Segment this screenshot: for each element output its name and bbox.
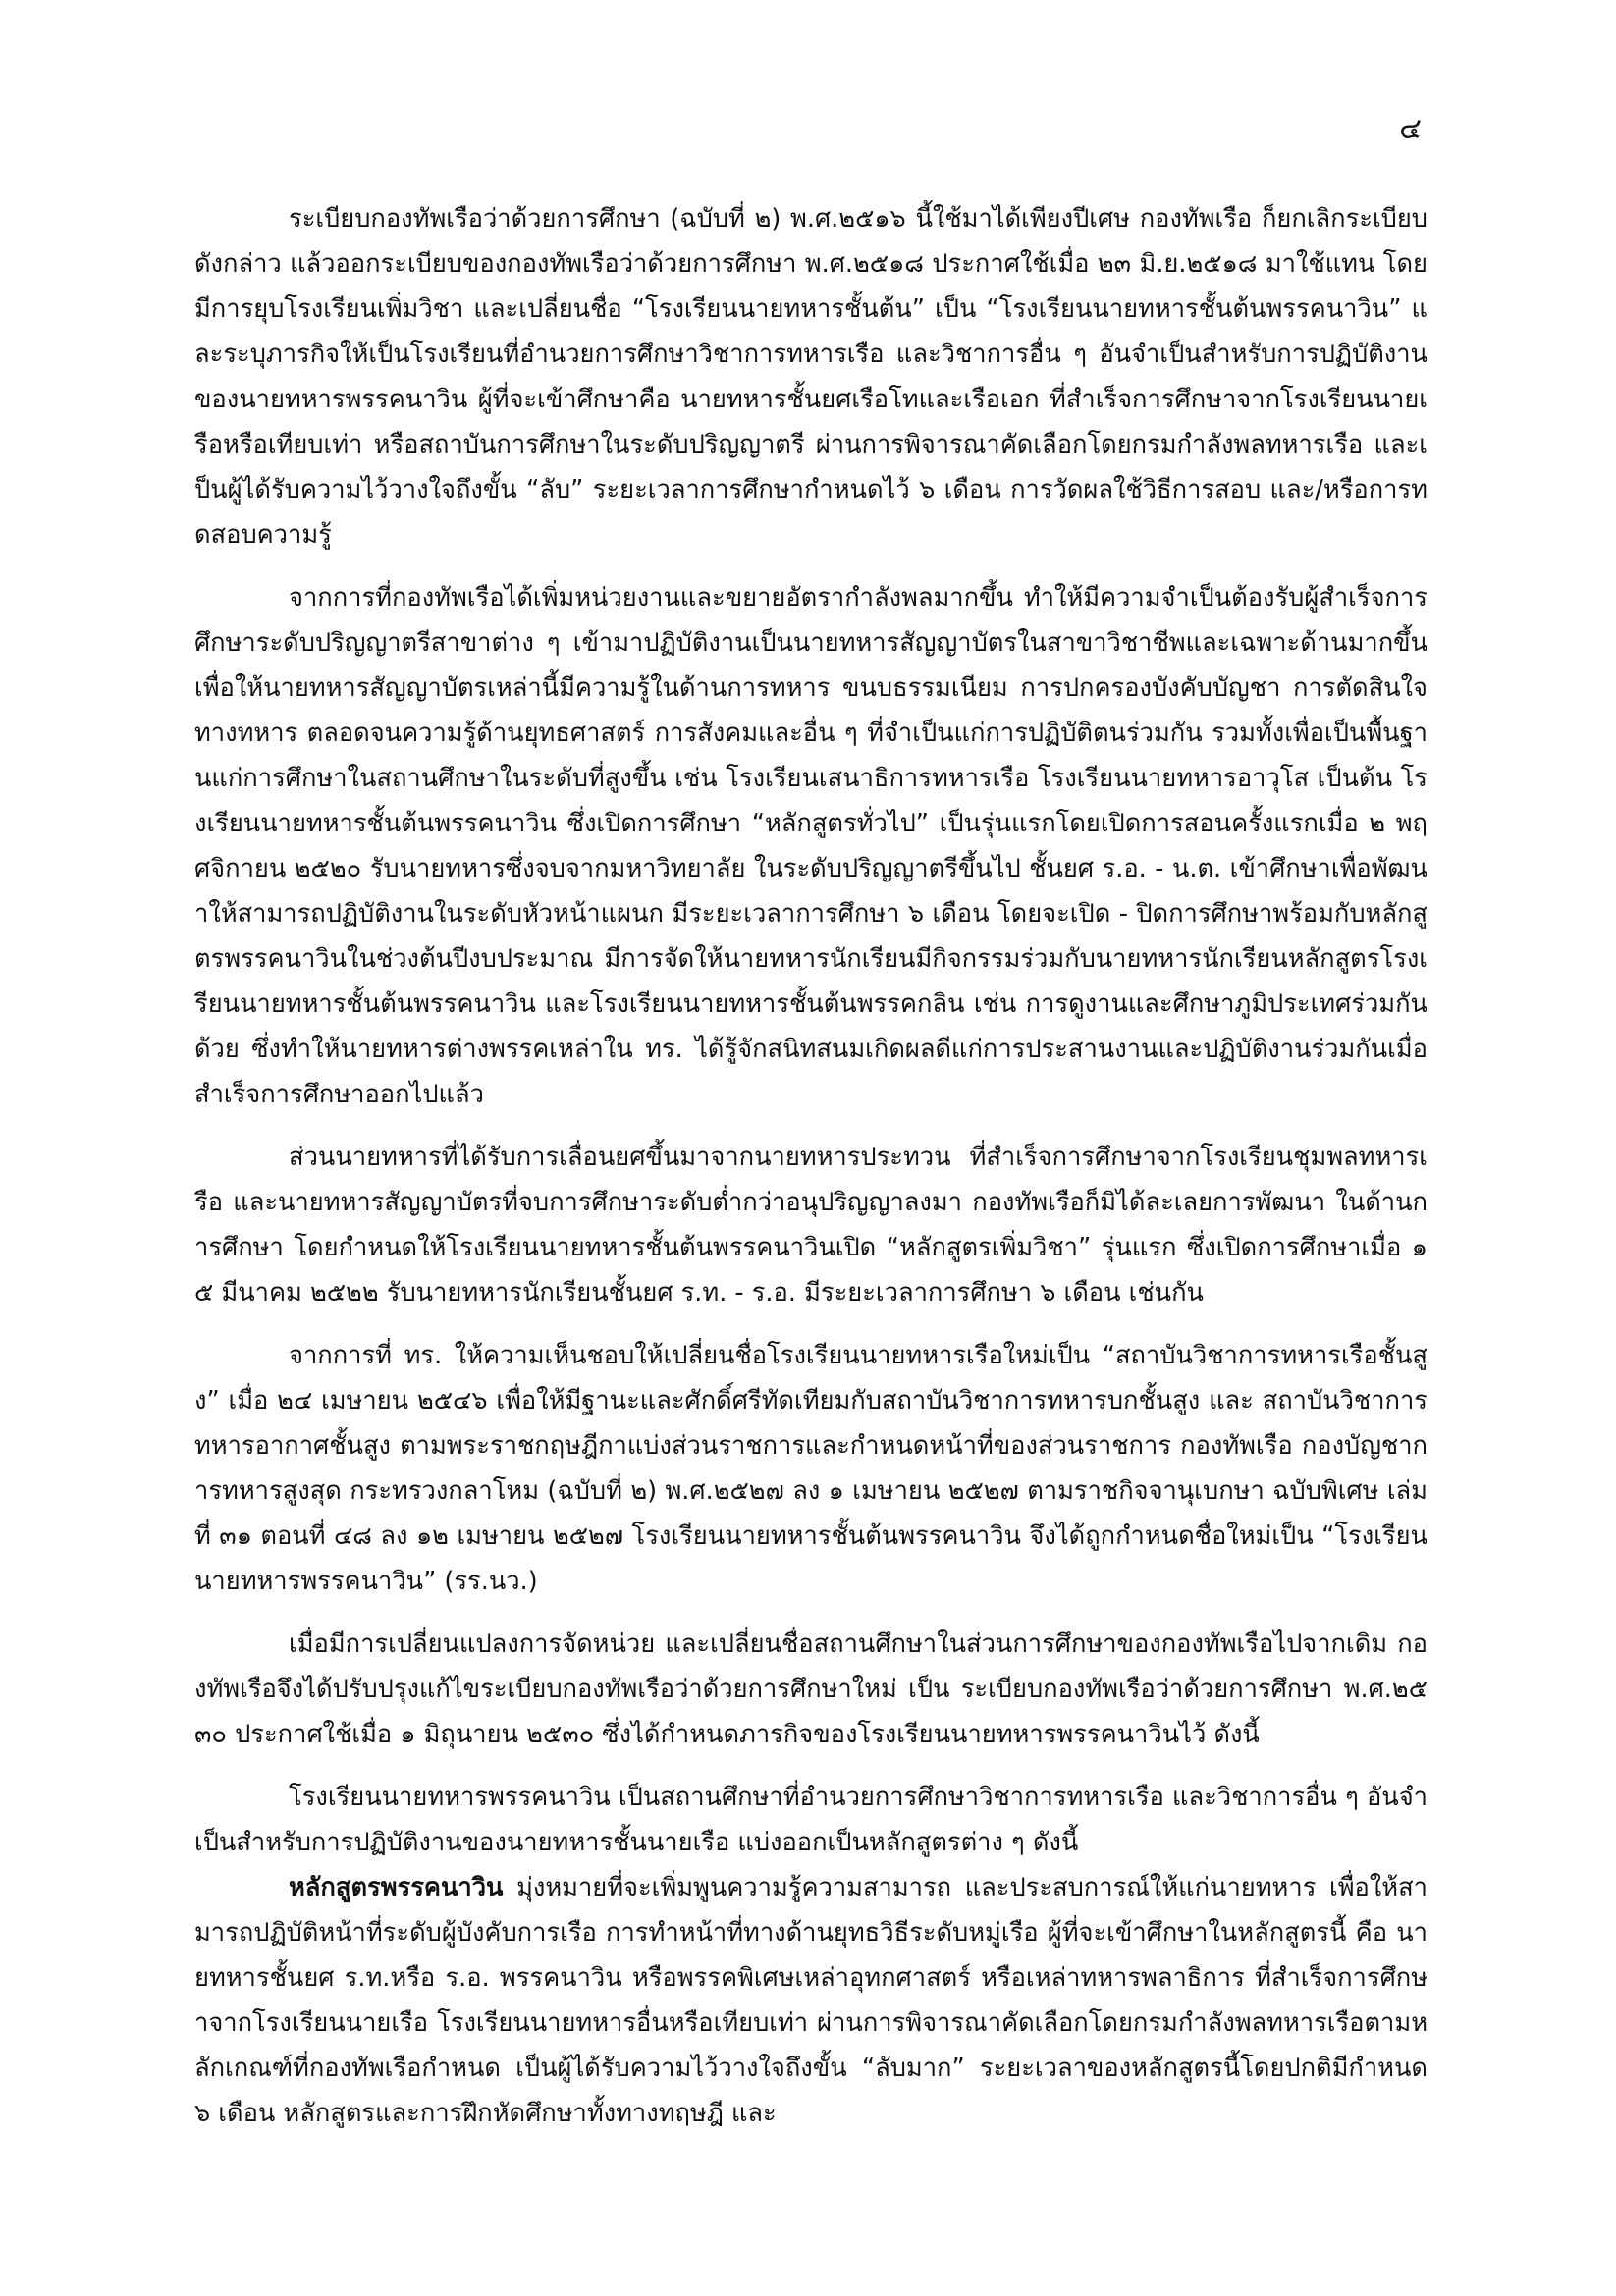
body-text [194,196,1427,2136]
paragraph-3: ส่วนนายทหารที่ได้รับการเลื่อนยศขึ้นมาจากนายทหารประทวน ที่สำเร็จการศึกษาจากโรงเรียนชุมพลทหารเรือ และนายทหารสัญญาบัตรที่จบการศึกษาระดับต่ำกว่าอนุปริญญาลงมา กองทัพเรือก็มิได้ละเลยการพัฒนา ในด้านการศึกษา โดยกำหนดให้โรงเรียนนายทหารชั้นต้นพรรคนาวินเปิด “หลักสูตรเพิ่มวิชา” รุ่นแรก ซึ่งเปิดการศึกษาเมื่อ ๑๕ มีนาคม ๒๕๒๒ รับนายทหารนักเรียนชั้นยศ ร.ท. - ร.อ. มีระยะเวลาการศึกษา ๖ เดือน เช่นกัน [194,1143,1427,1308]
paragraph-2: จากการที่กองทัพเรือได้เพิ่มหน่วยงานและขยายอัตรากำลังพลมากขึ้น ทำให้มีความจำเป็นต้องรับผู้สำเร็จการศึกษาระดับปริญญาตรีสาขาต่าง ๆ เข้ามาปฏิบัติงานเป็นนายทหารสัญญาบัตรในสาขาวิชาชีพและเฉพาะด้านมากขึ้น เพื่อให้นายทหารสัญญาบัตรเหล่านี้มีความรู้ในด้านการทหาร ขนบธรรมเนียม การปกครองบังคับบัญชา การตัดสินใจทางทหาร ตลอดจนความรู้ด้านยุทธศาสตร์ การสังคมและอื่น ๆ ที่จำเป็นแก่การปฏิบัติตนร่วมกัน รวมทั้งเพื่อเป็นพื้นฐานแก่การศึกษาในสถานศึกษาในระดับที่สูงขึ้น เช่น โรงเรียนเสนาธิการทหารเรือ โรงเรียนนายทหารอาวุโส เป็นต้น โรงเรียนนายทหารชั้นต้นพรรคนาวิน ซึ่งเปิดการศึกษา “หลักสูตรทั่วไป” เป็นรุ่นแรกโดยเปิดการสอนครั้งแรกเมื่อ ๒ พฤศจิกายน ๒๕๒๐ รับนายทหารซึ่งจบจากมหาวิทยาลัย ในระดับปริญญาตรีขึ้นไป ชั้นยศ ร.อ. - น.ต. เข้าศึกษาเพื่อพัฒนาให้สามารถปฏิบัติงานในระดับหัวหน้าแผนก มีระยะเวลาการศึกษา ๖ เดือน โดยจะเปิด - ปิดการศึกษาพร้อมกับหลักสูตรพรรคนาวินในช่วงต้นปีงบประมาณ มีการจัดให้นายทหารนักเรียนมีกิจกรรมร่วมกับนายทหารนักเรียนหลักสูตรโรงเรียนนายทหารชั้นต้นพรรคนาวิน และโรงเรียนนายทหารชั้นต้นพรรคกลิน เช่น การดูงานและศึกษาภูมิประเทศร่วมกันด้วย ซึ่งทำให้นายทหารต่างพรรคเหล่าใน ทร. ได้รู้จักสนิทสนมเกิดผลดีแก่การประสานงานและปฏิบัติงานร่วมกันเมื่อสำเร็จการศึกษาออกไปแล้ว [194,583,1427,1109]
paragraph-4: จากการที่ ทร. ให้ความเห็นชอบให้เปลี่ยนชื่อโรงเรียนนายทหารเรือใหม่เป็น “สถาบันวิชาการทหารเรือชั้นสูง” เมื่อ ๒๔ เมษายน ๒๕๔๖ เพื่อให้มีฐานะและศักดิ์ศรีทัดเทียมกับสถาบันวิชาการทหารบกชั้นสูง และ สถาบันวิชาการทหารอากาศชั้นสูง ตามพระราชกฤษฎีกาแบ่งส่วนราชการและกำหนดหน้าที่ของส่วนราชการ กองทัพเรือ กองบัญชาการทหารสูงสุด กระทรวงกลาโหม (ฉบับที่ ๒) พ.ศ.๒๕๒๗ ลง ๑ เมษายน ๒๕๒๗ ตามราชกิจจานุเบกษา ฉบับพิเศษ เล่มที่ ๓๑ ตอนที่ ๔๘ ลง ๑๒ เมษายน ๒๕๒๗ โรงเรียนนายทหารชั้นต้นพรรคนาวิน จึงได้ถูกกำหนดชื่อใหม่เป็น “โรงเรียนนายทหารพรรคนาวิน” (รร.นว.) [194,1341,1427,1596]
paragraph-6: โรงเรียนนายทหารพรรคนาวิน เป็นสถานศึกษาที่อำนวยการศึกษาวิชาการทหารเรือ และวิชาการอื่น ๆ อันจำเป็นสำหรับการปฏิบัติงานของนายทหารชั้นนายเรือ แบ่งออกเป็นหลักสูตรต่าง ๆ ดังนี้ [194,1783,1427,1857]
paragraph-5: เมื่อมีการเปลี่ยนแปลงการจัดหน่วย และเปลี่ยนชื่อสถานศึกษาในส่วนการศึกษาของกองทัพเรือไปจากเดิม กองทัพเรือจึงได้ปรับปรุงแก้ไขระเบียบกองทัพเรือว่าด้วยการศึกษาใหม่ เป็น ระเบียบกองทัพเรือว่าด้วยการศึกษา พ.ศ.๒๕๓๐ ประกาศใช้เมื่อ ๑ มิถุนายน ๒๕๓๐ ซึ่งได้กำหนดภารกิจของโรงเรียนนายทหารพรรคนาวินไว้ ดังนี้ [194,1629,1427,1749]
paragraph-7 [194,1865,1427,2136]
page-number: ๔ [1399,112,1422,146]
paragraph-7-text: มุ่งหมายที่จะเพิ่มพูนความรู้ความสามารถ และประสบการณ์ให้แก่นายทหาร เพื่อให้สามารถปฏิบัติหน้าที่ระดับผู้บังคับการเรือ การทำหน้าที่ทางด้านยุทธวิธีระดับหมู่เรือ ผู้ที่จะเข้าศึกษาในหลักสูตรนี้ คือ นายทหารชั้นยศ ร.ท.หรือ ร.อ. พรรคนาวิน หรือพรรคพิเศษเหล่าอุทกศาสตร์ หรือเหล่าทหารพลาธิการ ที่สำเร็จการศึกษาจากโรงเรียนนายเรือ โรงเรียนนายทหารอื่นหรือเทียบเท่า ผ่านการพิจารณาคัดเลือกโดยกรมกำลังพลทหารเรือตามหลักเกณฑ์ที่กองทัพเรือกำหนด เป็นผู้ได้รับความไว้วางใจถึงขั้น “ลับมาก” ระยะเวลาของหลักสูตรนี้โดยปกติมีกำหนด ๖ เดือน หลักสูตรและการฝึกหัดศึกษาทั้งทางทฤษฎี และ [194,1873,1427,2128]
paragraph-1: ระเบียบกองทัพเรือว่าด้วยการศึกษา (ฉบับที่ ๒) พ.ศ.๒๕๑๖ นี้ใช้มาได้เพียงปีเศษ กองทัพเรือ ก็ยกเลิกระเบียบดังกล่าว แล้วออกระเบียบของกองทัพเรือว่าด้วยการศึกษา พ.ศ.๒๕๑๘ ประกาศใช้เมื่อ ๒๓ มิ.ย.๒๕๑๘ มาใช้แทน โดยมีการยุบโรงเรียนเพิ่มวิชา และเปลี่ยนชื่อ “โรงเรียนนายทหารชั้นต้น” เป็น “โรงเรียนนายทหารชั้นต้นพรรคนาวิน” และระบุภารกิจให้เป็นโรงเรียนที่อำนวยการศึกษาวิชาการทหารเรือ และวิชาการอื่น ๆ อันจำเป็นสำหรับการปฏิบัติงานของนายทหารพรรคนาวิน ผู้ที่จะเข้าศึกษาคือ นายทหารชั้นยศเรือโทและเรือเอก ที่สำเร็จการศึกษาจากโรงเรียนนายเรือหรือเทียบเท่า หรือสถาบันการศึกษาในระดับปริญญาตรี ผ่านการพิจารณาคัดเลือกโดยกรมกำลังพลทหารเรือ และเป็นผู้ได้รับความไว้วางใจถึงขั้น “ลับ” ระยะเวลาการศึกษากำหนดไว้ ๖ เดือน การวัดผลใช้วิธีการสอบ และ/หรือการทดสอบความรู้ [194,204,1427,550]
paragraph-7-lead: หลักสูตรพรรคนาวิน [289,1873,504,1902]
